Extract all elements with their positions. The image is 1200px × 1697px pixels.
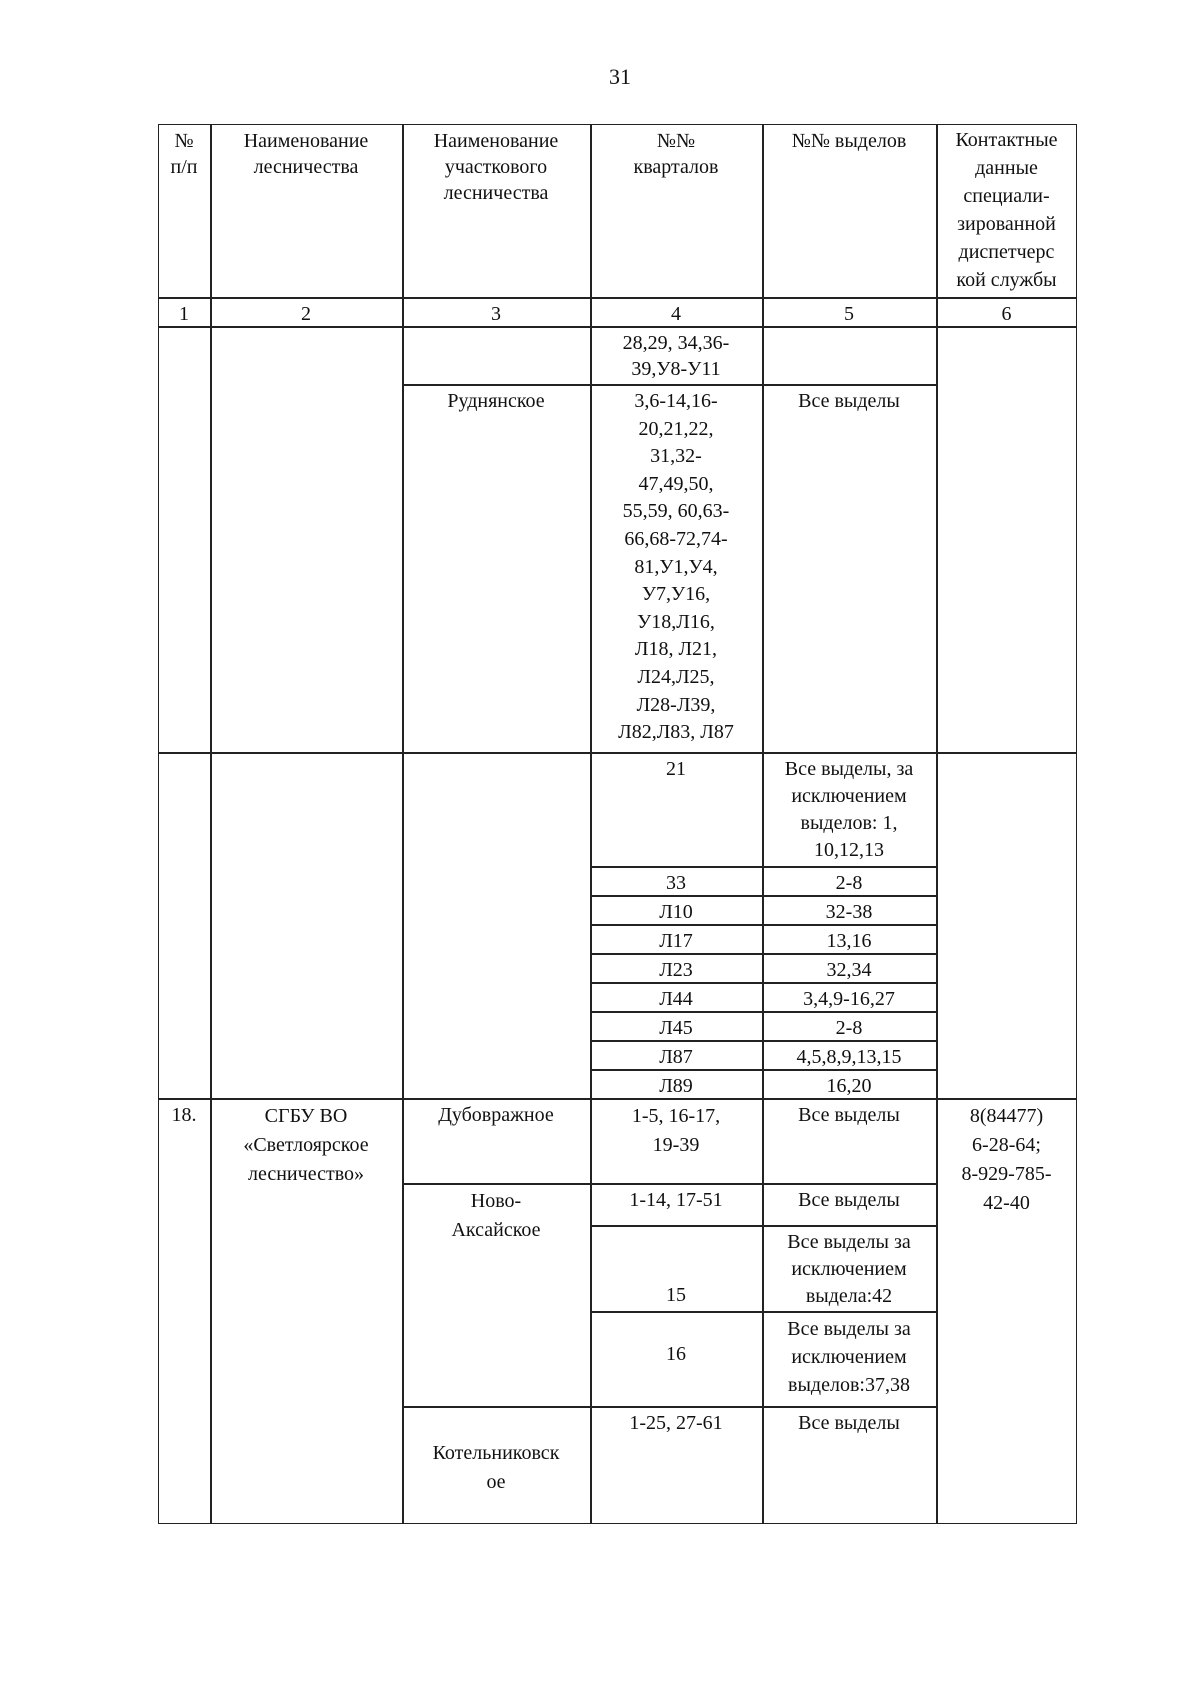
kvartaly-rudnyanskoe: 3,6-14,16- 20,21,22, 31,32- 47,49,50, 55,59, 60,63- 66,68-72,74- 81,У1,У4, У7,У16, У18,Л16, Л18, Л21, Л24,Л25, Л28-Л39, Л82,Л83, Л87 bbox=[618, 390, 734, 744]
header-num: № п/п bbox=[170, 130, 198, 178]
kvartaly-novo-aksayskoe-1: 1-14, 17-51 bbox=[629, 1189, 723, 1211]
table-row-kvartal: Л10 bbox=[659, 901, 693, 923]
uchastkovoe-rudnyanskoe: Руднянское bbox=[447, 390, 545, 412]
table-row-kvartal: 33 bbox=[666, 872, 686, 894]
header-kvartaly: №№ кварталов bbox=[633, 130, 719, 178]
table-row-kvartal: 21 bbox=[666, 758, 686, 780]
table-row-vydely: 2-8 bbox=[835, 1017, 863, 1039]
col-number-1: 1 bbox=[179, 303, 189, 325]
vydely-kotelnikovskoe: Все выделы bbox=[798, 1412, 900, 1434]
col-number-3: 3 bbox=[491, 303, 501, 325]
row18-number: 18. bbox=[171, 1104, 197, 1126]
row18-contacts: 8(84477) 6-28-64; 8-929-785- 42-40 bbox=[961, 1105, 1052, 1214]
table-row-kvartal: Л23 bbox=[659, 959, 693, 981]
table-row-kvartal: Л87 bbox=[659, 1046, 693, 1068]
table-row-vydely: 32-38 bbox=[825, 901, 873, 923]
table-row-vydely: 3,4,9-16,27 bbox=[803, 988, 895, 1010]
table-row-vydely: 16,20 bbox=[826, 1075, 872, 1097]
table-row-vydely: Все выделы, за исключением выделов: 1, 10,12,13 bbox=[784, 758, 914, 861]
uchastkovoe-kotelnikovskoe: Котельниковск ое bbox=[432, 1442, 560, 1493]
col-number-5: 5 bbox=[844, 303, 854, 325]
page-number: 31 bbox=[609, 64, 631, 89]
table-row-kvartaly: 28,29, 34,36- 39,У8-У11 bbox=[622, 332, 730, 380]
kvartaly-kotelnikovskoe: 1-25, 27-61 bbox=[629, 1412, 723, 1434]
table-row-vydely: 2-8 bbox=[835, 872, 863, 894]
table-row-vydely: 13,16 bbox=[826, 930, 872, 952]
header-vydely: №№ выделов bbox=[791, 130, 907, 152]
col-number-4: 4 bbox=[671, 303, 681, 325]
col-number-6: 6 bbox=[1001, 303, 1012, 325]
vydely-dubovrazhnoe: Все выделы bbox=[798, 1104, 900, 1126]
table-row-vydely: 32,34 bbox=[826, 959, 872, 981]
uchastkovoe-novo-aksayskoe: Ново- Аксайское bbox=[451, 1190, 541, 1241]
vydely-novo-aksayskoe-1: Все выделы bbox=[798, 1189, 900, 1211]
uchastkovoe-dubovrazhnoe: Дубовражное bbox=[438, 1104, 554, 1126]
header-lesnichestvo: Наименование лесничества bbox=[243, 130, 369, 178]
table-row-kvartal: Л17 bbox=[659, 930, 693, 952]
vydely-rudnyanskoe: Все выделы bbox=[798, 390, 900, 412]
kvartaly-dubovrazhnoe: 1-5, 16-17, 19-39 bbox=[631, 1105, 721, 1156]
col-number-2: 2 bbox=[301, 303, 311, 325]
header-uchastkovoe: Наименование участкового лесничества bbox=[433, 130, 559, 204]
table-row-kvartal: Л45 bbox=[659, 1017, 693, 1039]
row18-lesnichestvo: СГБУ ВО «Светлоярское лесничество» bbox=[243, 1105, 369, 1185]
header-contacts: Контактные данные специали- зированной диспетчерс кой службы bbox=[955, 129, 1058, 291]
table-row-kvartal: Л89 bbox=[659, 1075, 693, 1097]
vydely-novo-aksayskoe-3: Все выделы за исключением выделов:37,38 bbox=[787, 1318, 911, 1396]
table-row-vydely: 4,5,8,9,13,15 bbox=[796, 1046, 902, 1068]
kvartaly-novo-aksayskoe-3: 16 bbox=[666, 1343, 686, 1365]
table-row-kvartal: Л44 bbox=[659, 988, 693, 1010]
vydely-novo-aksayskoe-2: Все выделы за исключением выдела:42 bbox=[787, 1231, 911, 1307]
kvartaly-novo-aksayskoe-2: 15 bbox=[666, 1284, 686, 1306]
